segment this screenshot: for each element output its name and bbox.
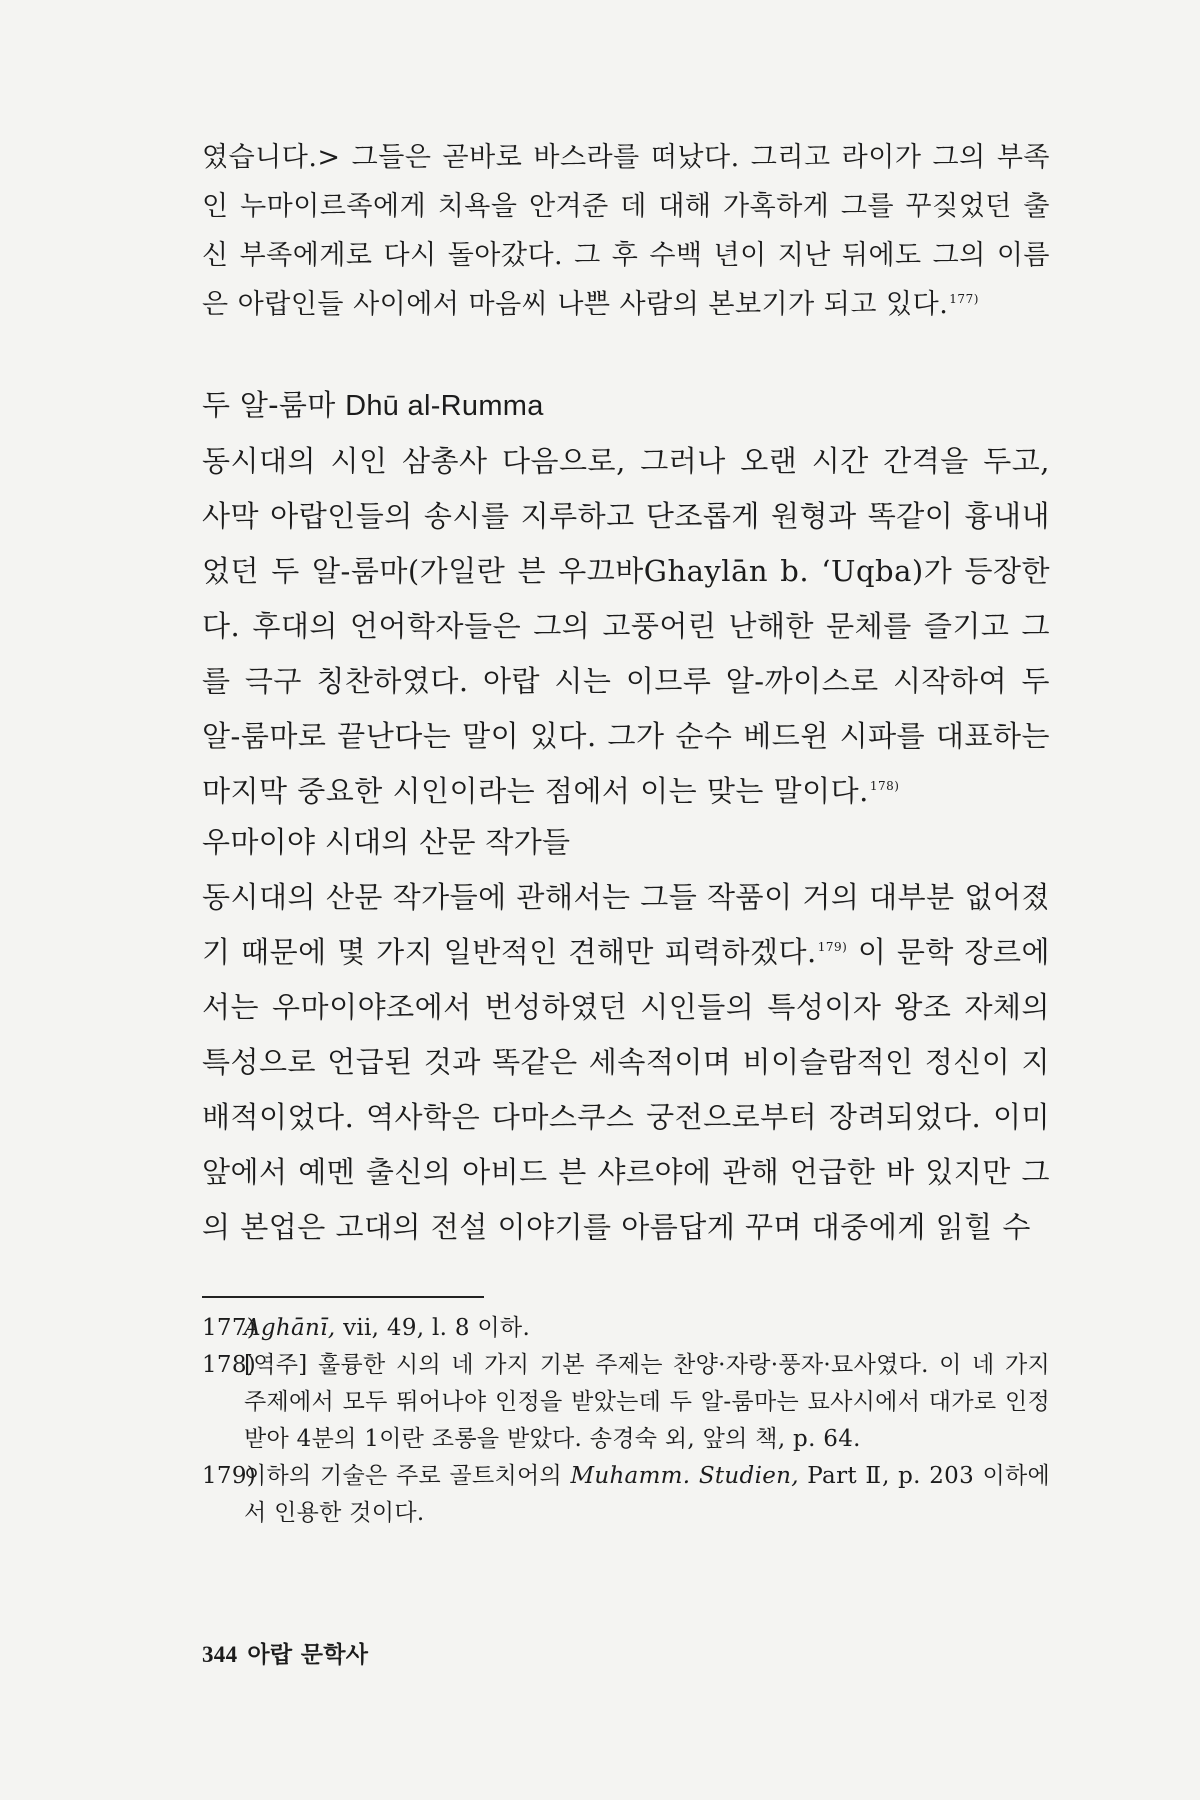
section-paragraph-umayyad-prose: [202, 870, 1050, 1255]
heading-latin: Dhū al-Rumma: [345, 390, 544, 422]
top-paragraph-block: [202, 133, 1050, 329]
footnote-italic: Muhamm. Studien,: [570, 1463, 799, 1489]
footnote-text-before: 이하의 기술은 주로 골트치어의: [244, 1463, 571, 1489]
footnote-ref-179: 179): [817, 940, 848, 955]
footnote-179: [202, 1458, 1050, 1532]
section-dhu-al-rumma: [202, 385, 1050, 819]
footnote-italic: Aghānī,: [244, 1315, 336, 1341]
top-paragraph: [202, 133, 1050, 329]
page-number: 344: [202, 1642, 238, 1667]
section-paragraph-dhu-al-rumma: [202, 434, 1050, 819]
footnote-divider: [202, 1296, 484, 1298]
top-paragraph-text: 였습니다.> 그들은 곧바로 바스라를 떠났다. 그리고 라이가 그의 부족인 누마이르족에게 치욕을 안겨준 데 대해 가혹하게 그를 꾸짖었던 출신 부족에게로 다시 돌아갔다. 그 후 수백 년이 지난 뒤에도 그의 이름은 아랍인들 사이에서 마음씨 나쁜 사람의 본보기가 되고 있다.: [202, 142, 1050, 320]
footnote-label: 179): [202, 1463, 257, 1489]
page-footer: [202, 1636, 368, 1669]
footnote-label: 177): [202, 1315, 257, 1341]
footnotes: [202, 1310, 1050, 1532]
paragraph-text-part2: 이 문학 장르에서는 우마이야조에서 번성하였던 시인들의 특성이자 왕조 자체의 특성으로 언급된 것과 똑같은 세속적이며 비이슬람적인 정신이 지배적이었다. 역사학은 다마스쿠스 궁전으로부터 장려되었다. 이미 앞에서 예멘 출신의 아비드 븐 샤르야에 관해 언급한 바 있지만 그의 본업은 고대의 전설 이야기를 아름답게 꾸며 대중에게 읽힐 수: [202, 935, 1050, 1244]
book-title: 아랍 문학사: [247, 1642, 369, 1668]
footnote-text: [역주] 훌륭한 시의 네 가지 기본 주제는 찬양·자랑·풍자·묘사였다. 이 네 가지 주제에서 모두 뛰어나야 인정을 받았는데 두 알-룸마는 묘사시에서 대가로 인정받아 4분의 1이란 조롱을 받았다. 송경숙 외, 앞의 책, p. 64.: [244, 1352, 1050, 1452]
footnote-label: 178): [202, 1352, 257, 1378]
footnote-text-after: Part Ⅱ, p. 203 이하에서 인용한 것이다.: [244, 1463, 1050, 1526]
paragraph-text: 동시대의 시인 삼총사 다음으로, 그러나 오랜 시간 간격을 두고, 사막 아랍인들의 송시를 지루하고 단조롭게 원형과 똑같이 흉내내었던 두 알-룸마(가일란 븐 우끄바Ghaylān b. ‘Uqba)가 등장한다. 후대의 언어학자들은 그의 고풍어린 난해한 문체를 즐기고 그를 극구 칭찬하였다. 아랍 시는 이므루 알-까이스로 시작하여 두 알-룸마로 끝난다는 말이 있다. 그가 순수 베드윈 시파를 대표하는 마지막 중요한 시인이라는 점에서 이는 맞는 말이다.: [202, 444, 1050, 808]
paragraph-text-part1: 동시대의 산문 작가들에 관해서는 그들 작품이 거의 대부분 없어졌기 때문에 몇 가지 일반적인 견해만 피력하겠다.: [202, 880, 1050, 969]
section-heading-umayyad-prose: 우마이야 시대의 산문 작가들: [202, 825, 571, 859]
heading-korean: 두 알-룸마: [202, 388, 336, 422]
section-umayyad-prose: [202, 822, 1050, 1255]
section-heading-dhu-al-rumma: [202, 385, 1050, 426]
footnote-text: vii, 49, l. 8 이하.: [335, 1315, 531, 1341]
footnote-ref-177: 177): [949, 292, 979, 306]
footnote-178: [202, 1347, 1050, 1458]
footnote-ref-178: 178): [869, 779, 900, 794]
footnote-177: [202, 1310, 1050, 1347]
